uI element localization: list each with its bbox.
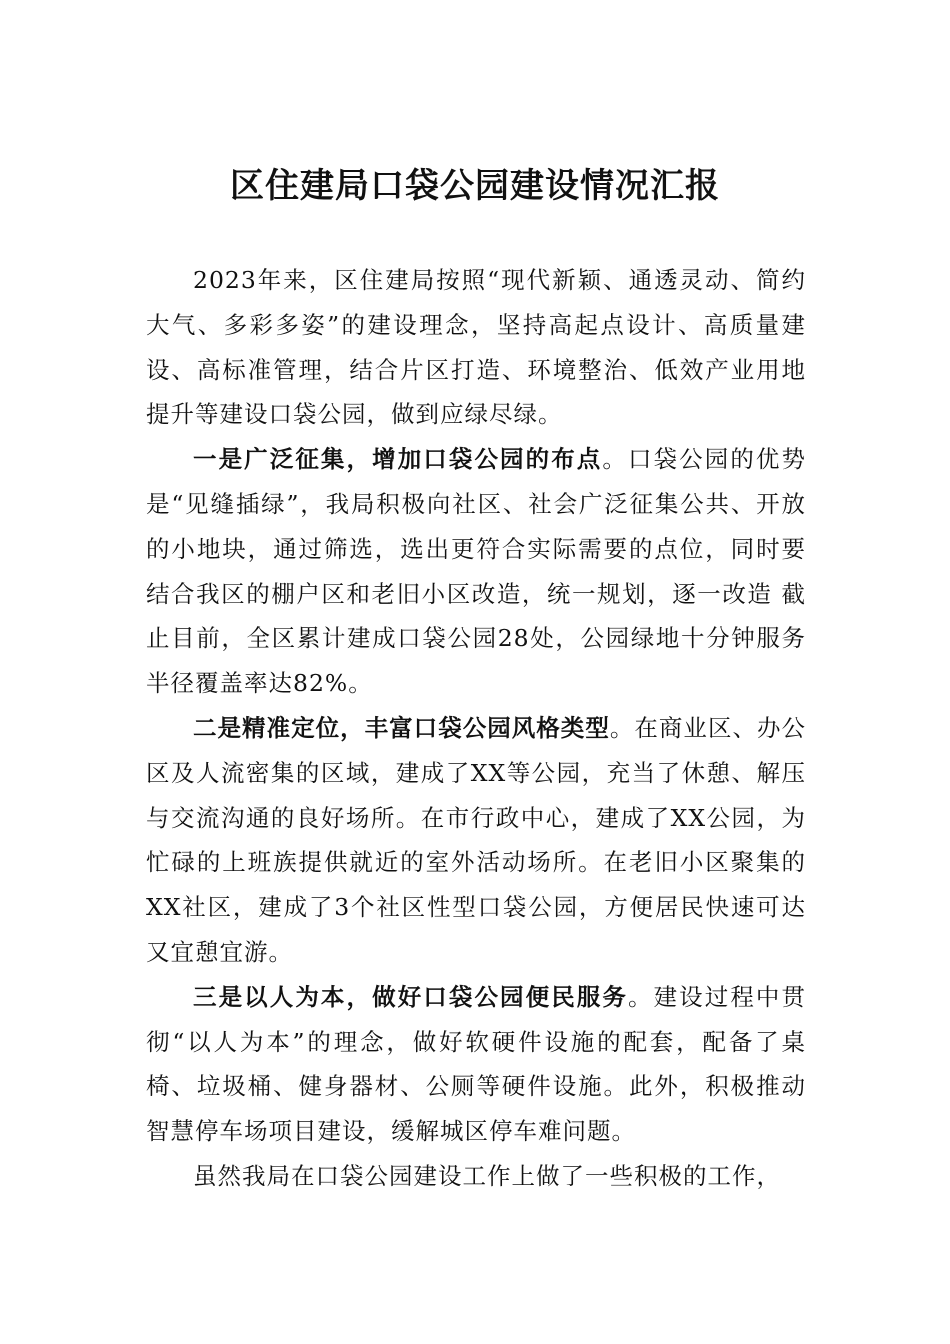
paragraph-lead: 一是广泛征集，增加口袋公园的布点 (193, 445, 603, 474)
document-title: 区住建局口袋公园建设情况汇报 (230, 166, 720, 206)
paragraph-closing (146, 1154, 806, 1199)
paragraph-lead: 三是以人为本，做好口袋公园便民服务 (193, 982, 628, 1011)
paragraph-text: 2023年来，区住建局按照“现代新颖、通透灵动、简约大气、多彩多姿”的建设理念，坚持高起点设计、高质量建设、高标准管理，结合片区打造、环境整治、低效产业用地提升等建设口袋公园，做到应绿尽绿。 (146, 266, 806, 429)
paragraph-text: 。在商业区、办公区及人流密集的区域，建成了XX等公园，充当了休憩、解压与交流沟通的良好场所。在市行政中心，建成了XX公园，为忙碌的上班族提供就近的室外活动场所。在老旧小区聚集的XX社区，建成了3个社区性型口袋公园，方便居民快速可达又宜憩宜游。 (146, 713, 807, 966)
paragraph-lead: 二是精准定位，丰富口袋公园风格类型 (193, 713, 610, 742)
paragraph-intro (146, 258, 806, 437)
paragraph-point-one (146, 437, 806, 706)
paragraph-text: 。建设过程中贯彻“以人为本”的理念，做好软硬件设施的配套，配备了桌椅、垃圾桶、健身器材、公厕等硬件设施。此外，积极推动智慧停车场项目建设，缓解城区停车难问题。 (146, 982, 807, 1146)
paragraph-point-two (146, 706, 806, 975)
paragraph-text: 。口袋公园的优势是“见缝插绿”，我局积极向社区、社会广泛征集公共、开放的小地块，通过筛选，选出更符合实际需要的点位，同时要结合我区的棚户区和老旧小区改造，统一规划，逐一改造 截止目前，全区累计建成口袋公园28处，公园绿地十分钟服务半径覆盖率达82%。 (146, 445, 806, 698)
paragraph-text: 虽然我局在口袋公园建设工作上做了一些积极的工作， (193, 1161, 781, 1190)
document-body (146, 258, 806, 1199)
paragraph-point-three (146, 975, 806, 1154)
